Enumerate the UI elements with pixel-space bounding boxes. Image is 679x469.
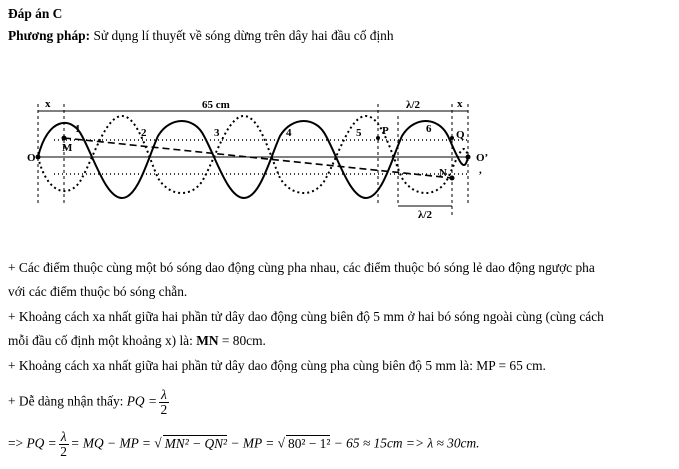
loop-label-3: 3 <box>214 127 220 139</box>
wave-dotted <box>38 116 468 193</box>
paragraph-3: + Khoảng cách xa nhất giữa hai phần tử dây dao động cùng pha cùng biên độ 5 mm là: MP = 65 cm. <box>8 358 546 373</box>
label-M: M <box>62 142 73 154</box>
half-lambda-bottom-label: λ/2 <box>418 209 432 221</box>
x-right-label: x <box>457 98 463 110</box>
label-O-prime: O’ <box>476 152 489 164</box>
loop-label-6: 6 <box>426 123 432 135</box>
wave-solid <box>38 121 468 198</box>
paragraph-2-line-1: + Khoảng cách xa nhất giữa hai phần tử dây dao động cùng biên độ 5 mm ở hai bó sóng ngoài cùng (cùng cách <box>8 309 604 324</box>
label-N: N <box>439 167 447 179</box>
MN-bold: MN <box>196 333 219 348</box>
point-N <box>450 176 455 181</box>
point-M <box>62 136 67 141</box>
point-O <box>36 155 41 160</box>
label-O: O <box>27 152 36 164</box>
frac-numerator-eq: λ <box>60 429 67 444</box>
x-left-label: x <box>45 98 51 110</box>
frac-denominator: 2 <box>160 402 168 417</box>
loop-label-5: 5 <box>356 127 362 139</box>
half-lambda-top-label: λ/2 <box>406 99 420 111</box>
lambda-over-2-eq <box>59 430 69 459</box>
answer-heading: Đáp án C <box>8 6 63 21</box>
equation-result: − 65 ≈ 15cm => λ ≈ 30cm. <box>333 435 480 451</box>
point-P <box>376 136 380 140</box>
paragraph-4 <box>8 388 171 417</box>
paragraph-4-prefix: + Dễ dàng nhận thấy: <box>8 393 127 409</box>
paragraph-2-text-b: = 80cm. <box>218 333 266 348</box>
label-comma: , <box>479 164 482 176</box>
paragraph-2-line-2 <box>8 333 266 349</box>
method-label: Phương pháp: <box>8 28 91 43</box>
PQ-lhs: PQ = <box>26 435 57 451</box>
label-Q: Q <box>456 129 465 141</box>
paragraph-2-text-a: mỗi đầu cố định một khoảng x) là: <box>8 333 197 348</box>
standing-wave-diagram <box>24 96 500 224</box>
point-Q <box>450 136 454 140</box>
sqrt-MN-QN: MN² − QN² <box>164 435 228 451</box>
method-text: Sử dụng lí thuyết về sóng dừng trên dây hai đầu cố định <box>93 28 394 43</box>
loop-label-4: 4 <box>286 127 292 139</box>
MQ-minus-MP: = MQ − MP = <box>70 435 151 451</box>
guide-lines <box>38 104 468 216</box>
paragraph-5-equation: => PQ = $\frac{\lambda}{2}$ = MQ − MP = √ MN² − QN² − MP = √ 80² − 1² − 65 ≈ 15cm => λ ≈ 30cm. <box>8 429 480 459</box>
frac-denominator-eq: 2 <box>60 444 67 459</box>
loop-label-1: 1 <box>75 123 81 135</box>
label-P: P <box>382 125 389 137</box>
minus-MP: − MP = <box>230 435 275 451</box>
frac-numerator: λ <box>160 387 167 402</box>
paragraph-1-line-2: với các điểm thuộc bó sóng chẵn. <box>8 284 188 299</box>
length-65-label: 65 cm <box>202 99 230 111</box>
method-line <box>8 28 394 44</box>
paragraph-1-line-1: + Các điểm thuộc cùng một bó sóng dao động cùng pha nhau, các điểm thuộc bó sóng lẻ dao động ngược pha <box>8 260 595 275</box>
loop-label-2: 2 <box>141 127 147 139</box>
point-O-prime <box>466 155 471 160</box>
sqrt-80-1: 80² − 1² <box>288 435 331 451</box>
lambda-over-2 <box>159 388 169 417</box>
paragraph-5-prefix: => <box>8 435 27 451</box>
PQ-expression: PQ = <box>126 393 157 409</box>
